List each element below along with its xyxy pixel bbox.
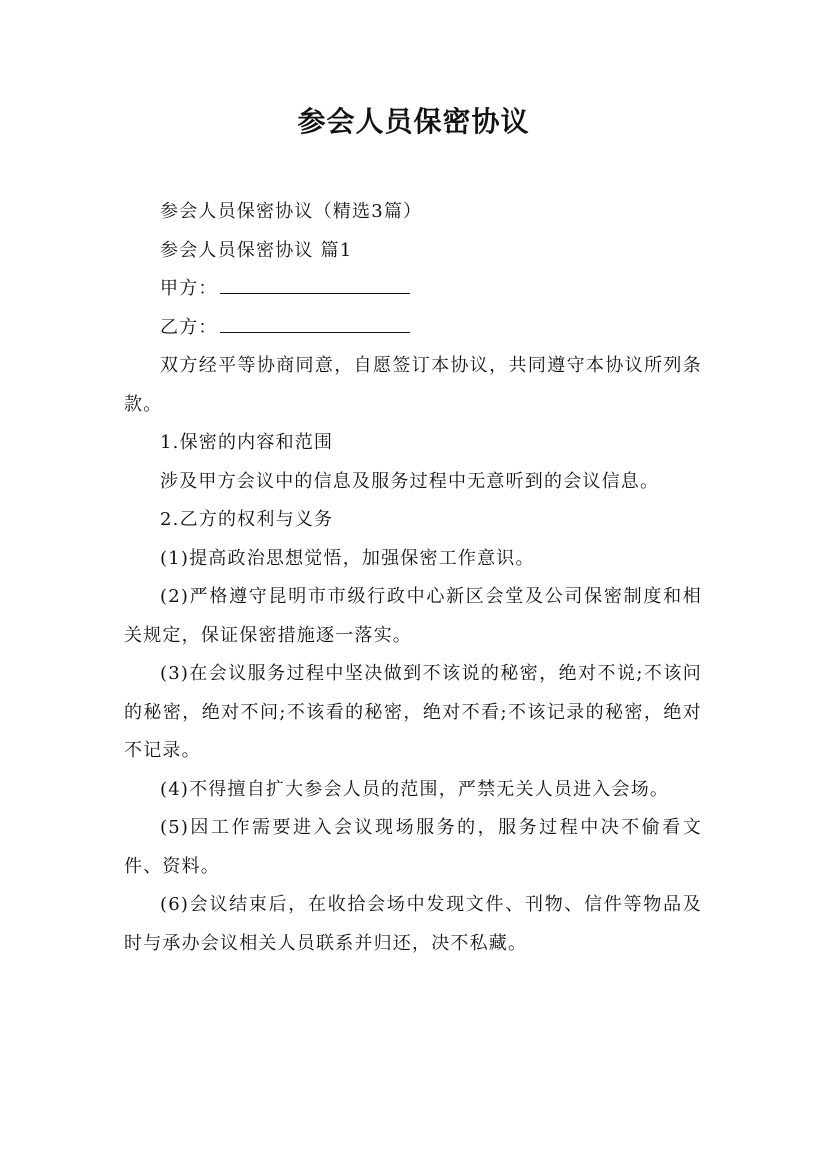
party-a-line (124, 270, 702, 309)
clause-2: (2)严格遵守昆明市市级行政中心新区会堂及公司保密制度和相关规定，保证保密措施逐一落实。 (124, 586, 702, 646)
party-b-label: 乙方： (160, 316, 218, 338)
clause-1: (1)提高政治思想觉悟，加强保密工作意识。 (160, 547, 535, 569)
clause-3: (3)在会议服务过程中坚决做到不该说的秘密，绝对不说;不该问的秘密，绝对不问;不该看的秘密，绝对不看;不该记录的秘密，绝对不记录。 (124, 663, 702, 761)
document-body (124, 193, 702, 963)
party-b-line (124, 309, 702, 348)
document-title: 参会人员保密协议 (297, 105, 530, 138)
party-a-label: 甲方： (160, 278, 218, 299)
party-b-signature-blank (220, 331, 410, 333)
clause-4: (4)不得擅自扩大参会人员的范围，严禁无关人员进入会场。 (160, 778, 670, 800)
subtitle: 参会人员保密协议（精选3篇） (160, 201, 423, 222)
clause-5: (5)因工作需要进入会议现场服务的，服务过程中决不偷看文件、资料。 (124, 817, 702, 877)
paragraph-intro: 双方经平等协商同意，自愿签订本协议，共同遵守本协议所列条款。 (124, 355, 702, 415)
paragraph-scope: 涉及甲方会议中的信息及服务过程中无意听到的会议信息。 (160, 470, 660, 492)
section-heading: 参会人员保密协议 篇1 (160, 239, 353, 261)
party-a-signature-blank (220, 292, 410, 294)
clause-6: (6)会议结束后，在收拾会场中发现文件、刊物、信件等物品及时与承办会议相关人员联系并归还，决不私藏。 (124, 894, 702, 954)
heading-confidential-scope: 1.保密的内容和范围 (160, 432, 334, 453)
heading-rights-duties: 2.乙方的权利与义务 (160, 509, 334, 530)
